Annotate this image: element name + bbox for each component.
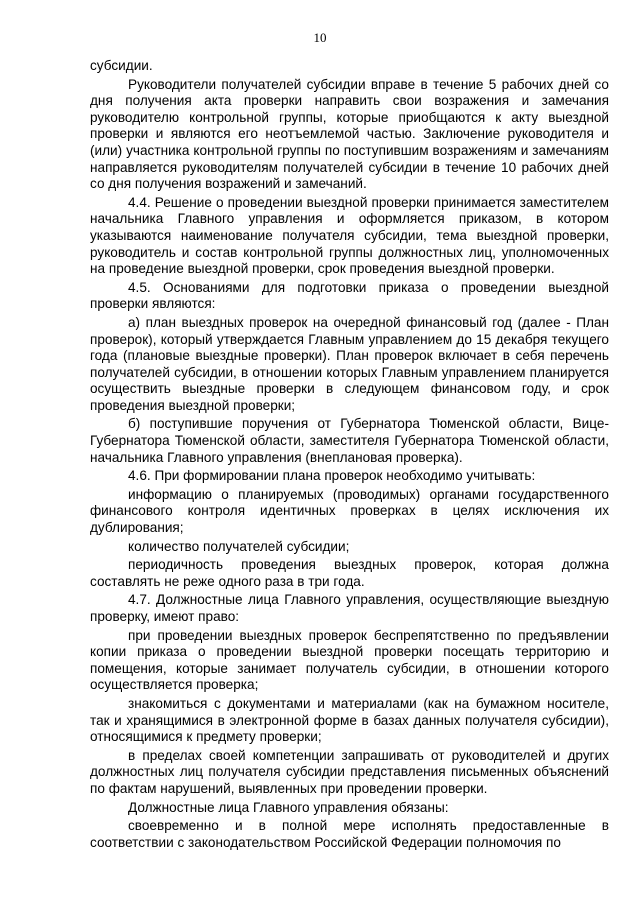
- paragraph: а) план выездных проверок на очередной финансовый год (далее - План проверок), который утверждается Главным управлением до 15 декабря текущего года (плановые выездные проверки). План проверок включает в себя перечень получателей субсидии, в отношении которых Главным управлением планируется осуществить выездные проверки в следующем финансовом году, и срок проведения выездной проверки;: [90, 314, 609, 413]
- document-body: [90, 58, 609, 853]
- paragraph: 4.7. Должностные лица Главного управления, осуществляющие выездную проверку, имеют право:: [90, 592, 609, 624]
- paragraph: в пределах своей компетенции запрашивать от руководителей и других должностных лиц получателя субсидии представления письменных объяснений по фактам нарушений, выявленных при проведении проверки.: [90, 747, 609, 796]
- paragraph: 4.4. Решение о проведении выездной проверки принимается заместителем начальника Главного управления и оформляется приказом, в котором указываются наименование получателя субсидии, тема выездной проверки, руководитель и состав контрольной группы должностных лиц, уполномоченных на проведение выездной проверки, срок проведения выездной проверки.: [90, 194, 609, 277]
- paragraph: 4.6. При формировании плана проверок необходимо учитывать:: [128, 468, 536, 484]
- paragraph: при проведении выездных проверок беспрепятственно по предъявлении копии приказа о проведении выездной проверки посещать территорию и помещения, которые занимает получатель субсидии, в отношении которого осуществляется проверка;: [90, 627, 609, 693]
- paragraph: Должностные лица Главного управления обязаны:: [128, 799, 449, 815]
- paragraph: периодичность проведения выездных проверок, которая должна составлять не реже одного раза в три года.: [90, 557, 609, 589]
- paragraph: количество получателей субсидии;: [128, 538, 350, 554]
- paragraph: 4.5. Основаниями для подготовки приказа о проведении выездной проверки являются:: [90, 279, 609, 312]
- paragraph: субсидии.: [90, 58, 153, 73]
- page-number: 10: [313, 30, 327, 45]
- paragraph: знакомиться с документами и материалами (как на бумажном носителе, так и хранящимися в электронной форме в базах данных получателя субсидии), относящимися к предмету проверки;: [90, 695, 609, 745]
- paragraph: своевременно и в полной мере исполнять предоставленные в соответствии с законодательством Российской Федерации полномочия по: [90, 818, 609, 850]
- paragraph: б) поступившие поручения от Губернатора Тюменской области, Вице-Губернатора Тюменской области, заместителя Губернатора Тюменской области, начальника Главного управления (внеплановая проверка).: [90, 416, 609, 465]
- paragraph: Руководители получателей субсидии вправе в течение 5 рабочих дней со дня получения акта проверки направить свои возражения и замечания руководителю контрольной группы, которые приобщаются к акту выездной проверки и являются его неотъемлемой частью. Заключение руководителя и (или) участника контрольной группы по поступившим возражениям и замечаниям направляется руководителям получателей субсидии в течение 10 рабочих дней со дня получения возражений и замечаний.: [90, 76, 609, 192]
- paragraph: информацию о планируемых (проводимых) органами государственного финансового контроля идентичных проверках в целях исключения их дублирования;: [90, 486, 609, 536]
